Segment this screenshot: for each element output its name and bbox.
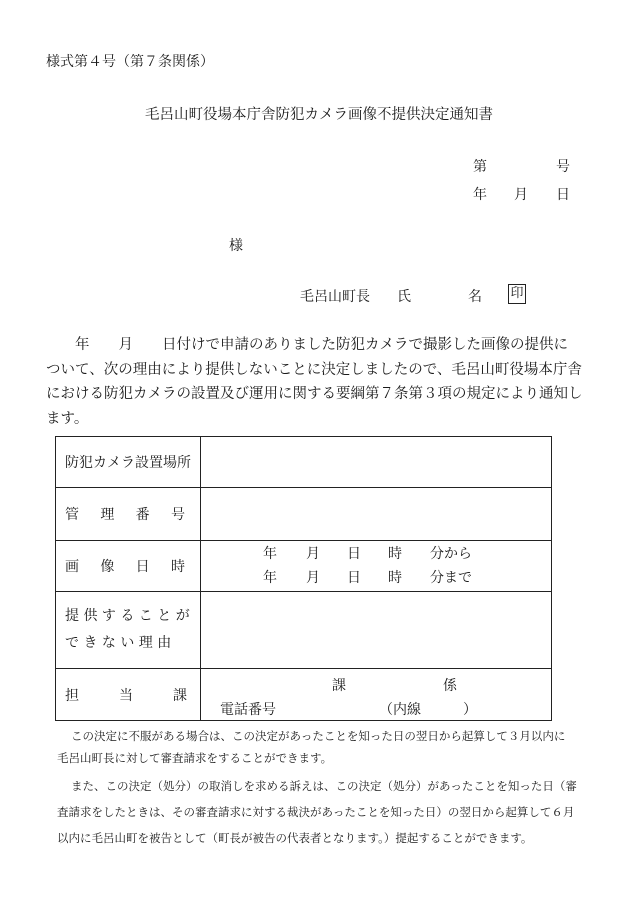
reason-label-line: で き な い 理 由: [65, 635, 172, 651]
number-suffix: 号: [556, 159, 570, 175]
row-location: [56, 437, 552, 488]
label-char: 管: [65, 507, 79, 523]
label-char: 課: [173, 687, 187, 704]
document-title: 毛呂山町役場本庁舎防犯カメラ画像不提供決定通知書: [145, 107, 493, 123]
datetime-label: [56, 541, 201, 592]
time-unit: 月: [306, 570, 320, 586]
time-unit: 分から: [430, 546, 472, 562]
body-line: ます。: [46, 410, 89, 427]
location-value[interactable]: [201, 437, 552, 488]
datetime-value[interactable]: [201, 541, 552, 592]
time-unit: 日: [347, 570, 361, 586]
footer-line: 査請求をしたときは、その審査請求に対する裁決があったことを知った日）の翌日から起算して６月: [57, 805, 575, 819]
label-char: 理: [100, 507, 115, 523]
time-unit: 日: [347, 546, 361, 562]
body-line: 年 月 日付けで申請のありました防犯カメラで撮影した画像の提供に: [46, 337, 568, 353]
contact-label: [56, 669, 201, 721]
contact-phone-label: 電話番号: [220, 702, 276, 718]
datetime-to: [201, 566, 551, 590]
time-unit: 時: [388, 546, 402, 562]
info-table: [55, 436, 552, 721]
management-value[interactable]: [201, 488, 552, 541]
contact-value[interactable]: [201, 669, 552, 721]
label-char: 日: [135, 559, 150, 575]
reason-value[interactable]: [201, 592, 552, 669]
body-line: における防犯カメラの設置及び運用に関する要綱第７条第３項の規定により通知し: [46, 386, 583, 402]
time-unit: 年: [263, 546, 277, 562]
label-char: 時: [170, 559, 185, 575]
time-unit: 時: [388, 570, 402, 586]
date-day: 日: [556, 187, 570, 203]
location-label: 防犯カメラ設置場所: [56, 437, 201, 488]
issuer-title: 毛呂山町長: [300, 289, 370, 305]
footer-line: この決定に不服がある場合は、この決定があったことを知った日の翌日から起算して３月以内に: [71, 729, 566, 743]
label-char: 担: [65, 687, 79, 704]
footer-line: 以内に毛呂山町を被告として（町長が被告の代表者となります。）提起することができます。: [57, 831, 533, 845]
number-prefix: 第: [473, 159, 487, 175]
row-management-number: [56, 488, 552, 541]
datetime-from: [201, 542, 551, 566]
time-unit: 年: [263, 570, 277, 586]
label-char: 画: [65, 559, 79, 575]
contact-unit: 係: [443, 678, 457, 694]
issuer-name-label-1: 氏: [397, 289, 411, 305]
body-line: ついて、次の理由により提供しないことに決定しましたので、毛呂山町役場本庁舎: [46, 361, 582, 378]
time-unit: 分まで: [430, 570, 472, 586]
notice-body: [46, 333, 583, 431]
label-char: 当: [119, 687, 133, 704]
management-label: [56, 488, 201, 541]
footer-line: 毛呂山町長に対して審査請求をすることができます。: [57, 751, 333, 765]
time-unit: 月: [306, 546, 320, 562]
form-number: 様式第４号（第７条関係）: [46, 54, 214, 70]
footer-line: また、この決定（処分）の取消しを求める訴えは、この決定（処分）があったことを知った日（審: [71, 779, 577, 793]
reason-label: [56, 592, 201, 669]
date-month: 月: [514, 187, 528, 203]
contact-extension: （内線 ）: [379, 702, 477, 718]
issuer-name-label-2: 名: [468, 289, 482, 305]
label-char: 番: [135, 507, 150, 523]
row-reason: [56, 592, 552, 669]
row-contact: [56, 669, 552, 721]
reason-label-line: 提 供 す る こ と が: [65, 608, 190, 624]
row-image-datetime: [56, 541, 552, 592]
recipient-honorific: 様: [229, 238, 243, 254]
contact-section: 課: [332, 678, 346, 694]
date-year: 年: [473, 187, 487, 203]
label-char: 号: [170, 507, 185, 523]
seal-mark: 印: [508, 284, 526, 304]
label-char: 像: [100, 559, 115, 575]
